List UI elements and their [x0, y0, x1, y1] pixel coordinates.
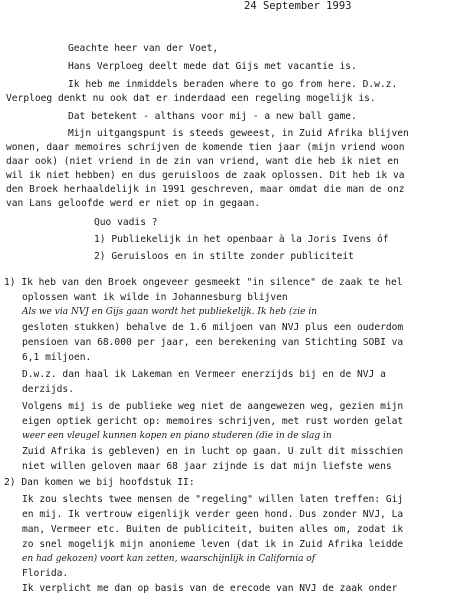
letter-line: gesloten stukken) behalve de 1.6 miljoen van NVJ plus een ouderdom	[22, 322, 404, 333]
letter-line: Volgens mij is de publieke weg niet de aangewezen weg, gezien mijn	[22, 401, 404, 412]
letter-date: 24 September 1993	[244, 0, 352, 12]
letter-line: weer een vleugel kunnen kopen en piano studeren (die in de slag in	[22, 431, 332, 441]
letter-line: Quo vadis ?	[94, 217, 158, 228]
letter-line: 2) Dan komen we bij hoofdstuk II:	[4, 477, 195, 488]
letter-line: Dat betekent - althans voor mij - a new ball game.	[68, 111, 357, 122]
letter-line: niet willen geloven maar 68 jaar zijnde is dat mijn liefste wens	[22, 461, 392, 472]
letter-line: eigen optiek gericht op: memoires schrijven, met rust worden gelat	[22, 416, 404, 427]
letter-line: Verploeg denkt nu ook dat er inderdaad een regeling mogelijk is.	[6, 93, 376, 104]
letter-line: pensioen van 68.000 per jaar, een berekening van Stichting SOBI va	[22, 337, 404, 348]
letter-line: 6,1 miljoen.	[22, 352, 92, 363]
letter-line: van Lans geloofde werd er niet op in gegaan.	[6, 198, 261, 209]
letter-line: Zuid Afrika is gebleven) en in lucht op gaan. U zult dit misschien	[22, 446, 404, 457]
letter-line: Mijn uitgangspunt is steeds geweest, in Zuid Afrika blijven	[68, 128, 409, 139]
letter-line: en had gekozen) voort kan zetten, waarschijnlijk in California of	[22, 554, 316, 564]
letter-line: Florida.	[22, 568, 69, 579]
letter-line: 2) Geruisloos en in stilte zonder publiciteit	[94, 251, 354, 262]
letter-line: Ik zou slechts twee mensen de "regeling" willen laten treffen: Gij	[22, 494, 404, 505]
letter-line: Ik heb me inmiddels beraden where to go from here. D.w.z.	[68, 79, 398, 90]
letter-line: Hans Verploeg deelt mede dat Gijs met vacantie is.	[68, 61, 357, 72]
letter-line: Ik verplicht me dan op basis van de erecode van NVJ de zaak onder	[22, 583, 398, 594]
letter-line: 1) Publiekelijk in het openbaar à la Joris Ivens óf	[94, 234, 389, 245]
letter-line: den Broek herhaaldelijk in 1991 geschreven, maar omdat die man de onz	[6, 184, 405, 195]
letter-line: daar ook) (niet vriend in de zin van vriend, want die heb ik niet en	[6, 156, 399, 167]
letter-line: Als we via NVJ en Gijs gaan wordt het publiekelijk. Ik heb (zie in	[22, 307, 318, 317]
letter-line: D.w.z. dan haal ik Lakeman en Vermeer enerzijds bij en de NVJ a	[22, 369, 386, 380]
letter-line: man, Vermeer etc. Buiten de publiciteit, buiten alles om, zodat ik	[22, 524, 404, 535]
letter-line: derzijds.	[22, 384, 74, 395]
letter-line: wil ik niet hebben) en dus geruisloos de zaak oplossen. Dit heb ik va	[6, 170, 405, 181]
letter-line: en mij. Ik vertrouw eigenlijk verder geen hond. Dus zonder NVJ, La	[22, 509, 404, 520]
salutation: Geachte heer van der Voet,	[68, 43, 219, 54]
letter-line: wonen, daar memoires schrijven de komende tien jaar (mijn vriend woon	[6, 142, 405, 153]
letter-line: 1) Ik heb van den Broek ongeveer gesmeekt "in silence" de zaak te hel	[4, 277, 403, 288]
letter-line: zo snel mogelijk mijn anonieme leven (dat ik in Zuid Afrika leidde	[22, 539, 404, 550]
letter-line: oplossen want ik wilde in Johannesburg blijven	[22, 292, 288, 303]
